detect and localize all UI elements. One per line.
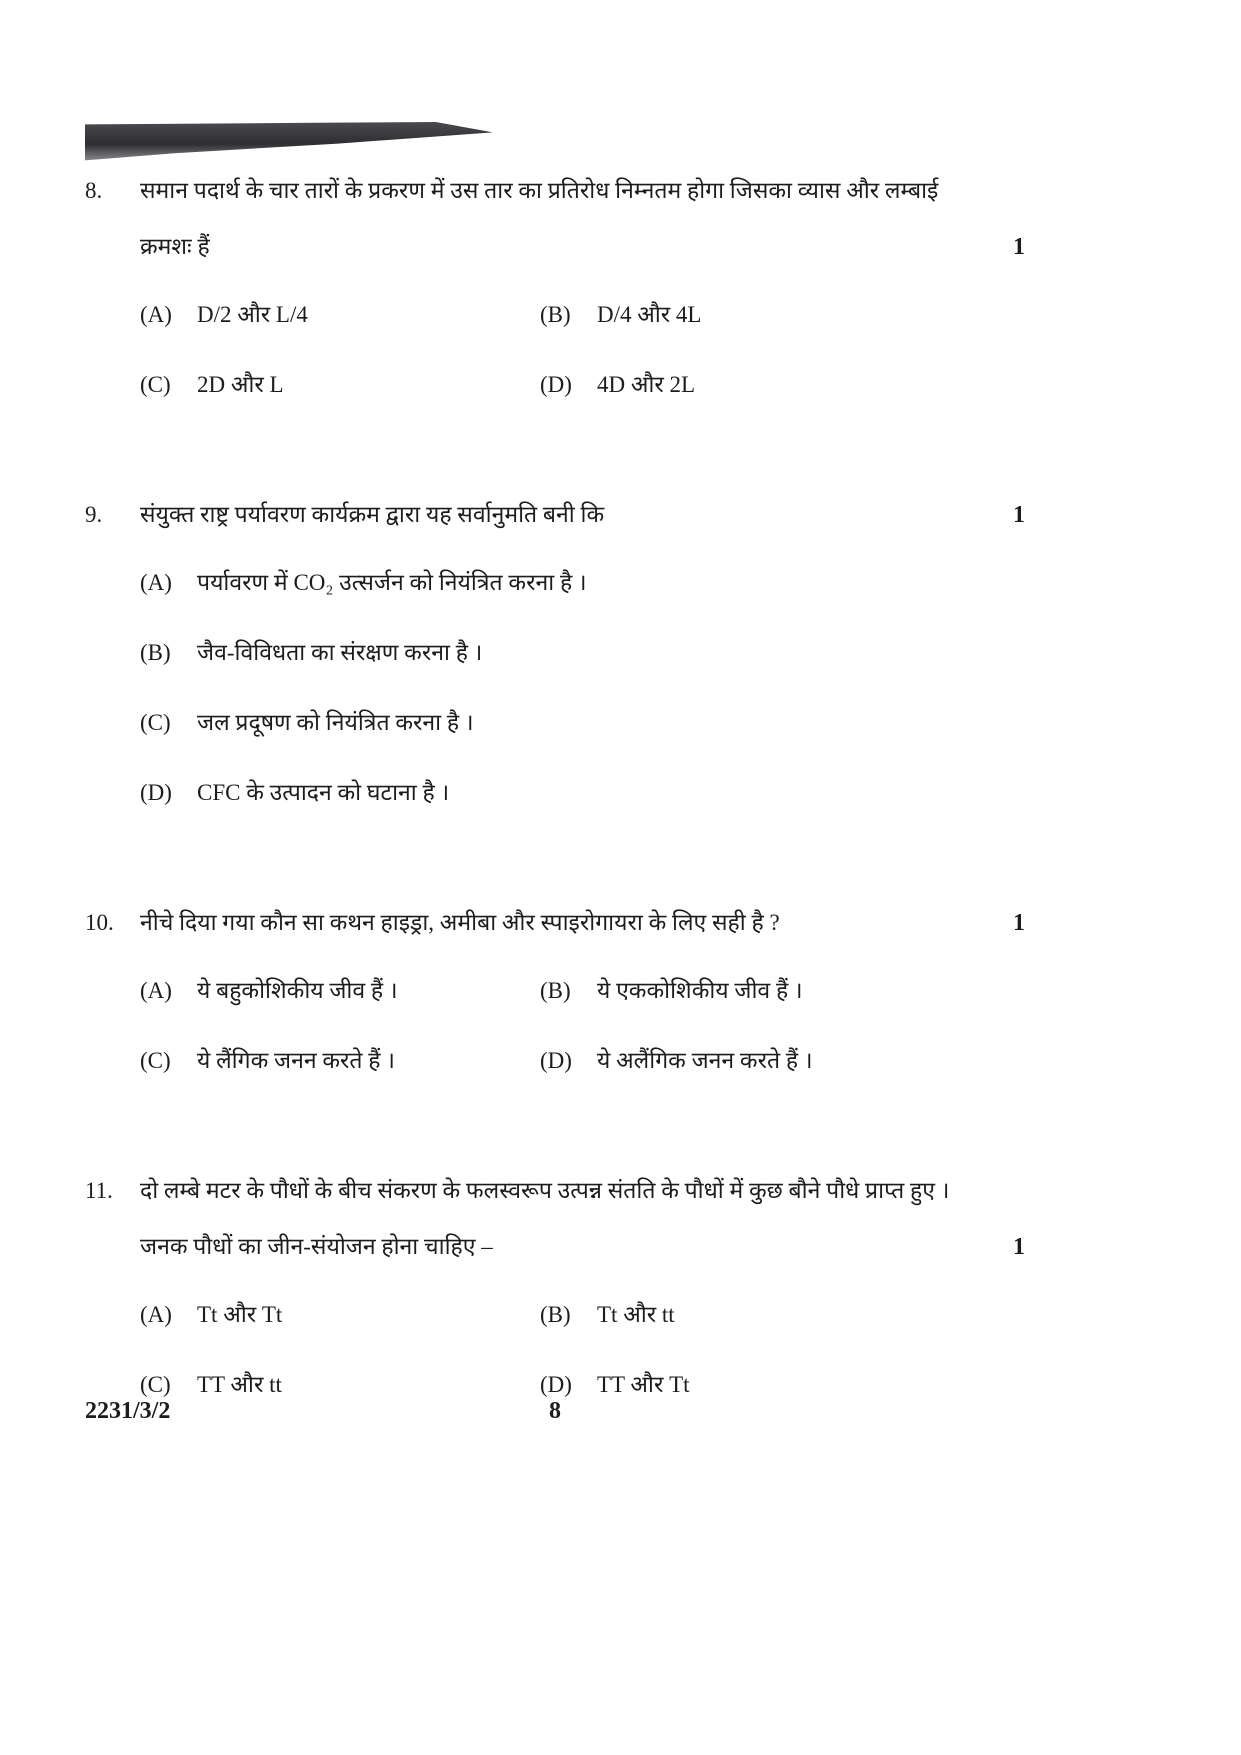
question-number: 10. <box>85 910 114 935</box>
option-letter: (B) <box>540 302 571 327</box>
marks-value: 1 <box>1013 234 1025 260</box>
option-text: ये एककोशिकीय जीव हैं । <box>597 978 803 1003</box>
marks-value: 1 <box>1013 1234 1025 1260</box>
marks-value: 1 <box>1013 502 1025 528</box>
option-letter: (A) <box>140 570 172 595</box>
option-letter: (D) <box>540 1372 572 1397</box>
option-text: D/2 और L/4 <box>197 302 308 327</box>
option-text: ये अलैंगिक जनन करते हैं । <box>597 1048 813 1073</box>
question-11-line-2 <box>85 1230 1025 1264</box>
question-10-options <box>140 974 1025 1078</box>
page-number: 8 <box>549 1398 561 1424</box>
question-text-continued: क्रमशः हैं <box>140 234 210 259</box>
option-letter: (B) <box>540 978 571 1003</box>
option-text: जल प्रदूषण को नियंत्रित करना है । <box>197 710 474 735</box>
option-letter: (A) <box>140 978 172 1003</box>
question-10 <box>85 906 1025 1078</box>
option-a <box>140 974 540 1008</box>
question-9-line-1 <box>85 498 1025 532</box>
option-text: D/4 और 4L <box>597 302 702 327</box>
question-11-line-1 <box>85 1174 1025 1208</box>
option-letter: (B) <box>140 640 171 665</box>
option-letter: (C) <box>140 710 171 735</box>
option-letter: (A) <box>140 302 172 327</box>
option-text: ये बहुकोशिकीय जीव हैं । <box>197 978 398 1003</box>
option-b <box>540 974 1025 1008</box>
question-text-continued: जनक पौधों का जीन-संयोजन होना चाहिए – <box>140 1234 493 1259</box>
option-b <box>140 636 1025 670</box>
option-b <box>540 1298 1025 1332</box>
question-number: 11. <box>85 1178 113 1203</box>
question-9 <box>85 498 1025 810</box>
question-text: संयुक्त राष्ट्र पर्यावरण कार्यक्रम द्वारा यह सर्वानुमति बनी कि <box>140 502 605 527</box>
question-11 <box>85 1174 1025 1402</box>
option-a <box>140 566 1025 600</box>
option-letter: (D) <box>140 780 172 805</box>
option-c <box>140 706 1025 740</box>
option-letter: (C) <box>140 1048 171 1073</box>
question-8 <box>85 174 1025 402</box>
option-a <box>140 1298 540 1332</box>
option-text: 4D और 2L <box>597 372 696 397</box>
question-9-options <box>140 566 1025 810</box>
option-c <box>140 1368 540 1402</box>
option-d <box>140 776 1025 810</box>
option-letter: (A) <box>140 1302 172 1327</box>
option-text: TT और tt <box>197 1372 282 1397</box>
page-content <box>85 0 1025 1402</box>
option-text: Tt और tt <box>597 1302 675 1327</box>
option-text: CFC के उत्पादन को घटाना है । <box>197 780 450 805</box>
question-8-options <box>140 298 1025 402</box>
option-letter: (D) <box>540 372 572 397</box>
option-letter: (B) <box>540 1302 571 1327</box>
question-text: दो लम्बे मटर के पौधों के बीच संकरण के फलस्वरूप उत्पन्न संतति के पौधों में कुछ बौने पौधे प्राप्त हुए । <box>140 1178 950 1203</box>
option-text: 2D और L <box>197 372 284 397</box>
option-b <box>540 298 1025 332</box>
option-d <box>540 1044 1025 1078</box>
question-number: 9. <box>85 502 103 527</box>
question-text: नीचे दिया गया कौन सा कथन हाइड्रा, अमीबा और स्पाइरोगायरा के लिए सही है ? <box>140 910 780 935</box>
question-text: समान पदार्थ के चार तारों के प्रकरण में उस तार का प्रतिरोध निम्नतम होगा जिसका व्यास और लम्बाई <box>140 178 939 203</box>
option-d <box>540 368 1025 402</box>
scan-ink-band <box>85 122 493 162</box>
option-text: Tt और Tt <box>197 1302 283 1327</box>
question-10-line-1 <box>85 906 1025 940</box>
page-footer <box>85 1398 1025 1425</box>
option-letter: (C) <box>140 1372 171 1397</box>
option-a <box>140 298 540 332</box>
option-letter: (D) <box>540 1048 572 1073</box>
option-text: जैव-विविधता का संरक्षण करना है । <box>197 640 483 665</box>
option-c <box>140 368 540 402</box>
option-text: ये लैंगिक जनन करते हैं । <box>197 1048 395 1073</box>
question-8-line-2 <box>85 230 1025 264</box>
paper-code: 2231/3/2 <box>85 1398 171 1424</box>
marks-value: 1 <box>1013 910 1025 936</box>
option-d <box>540 1368 1025 1402</box>
option-letter: (C) <box>140 372 171 397</box>
option-text: पर्यावरण में CO₂ उत्सर्जन को नियंत्रित करना है । <box>197 570 587 595</box>
option-text: TT और Tt <box>597 1372 690 1397</box>
option-c <box>140 1044 540 1078</box>
question-number: 8. <box>85 178 103 203</box>
question-8-line-1 <box>85 174 1025 208</box>
question-11-options <box>140 1298 1025 1402</box>
